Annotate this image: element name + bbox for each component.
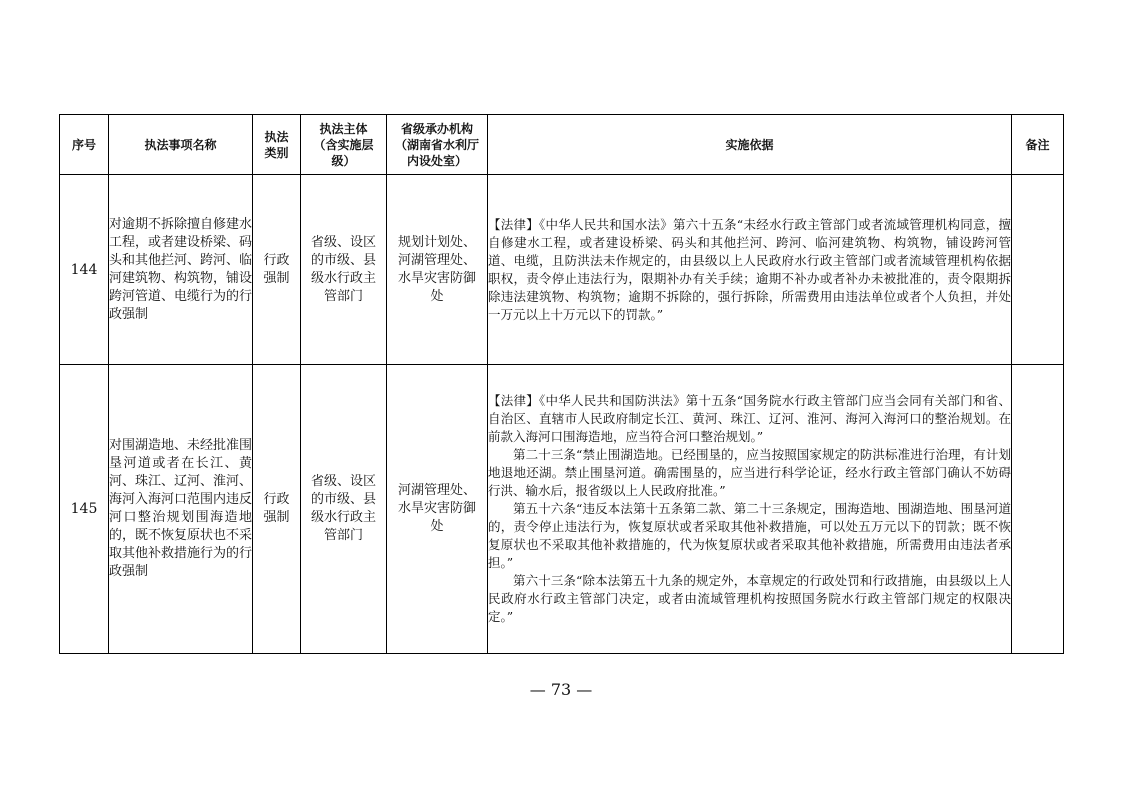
basis-paragraph: 第六十三条“除本法第五十九条的规定外，本章规定的行政处罚和行政措施，由县级以上人民政府水行政主管部门决定，或者由流域管理机构按照国务院水行政主管部门规定的权限决定。” (488, 573, 1011, 624)
header-agency: 省级承办机构（湖南省水利厅内设处室） (387, 115, 488, 175)
page-number: — 73 — (529, 680, 593, 699)
row-item-name: 对围湖造地、未经批准围垦河道或者在长江、黄河、珠江、辽河、淮河、海河入海河口范围内违反河口整治规划围海造地的，既不恢复原状也不采取其他补救措施行为的行政强制 (109, 365, 253, 654)
header-category: 执法类别 (253, 115, 301, 175)
row-remark (1012, 175, 1064, 365)
row-basis (488, 175, 1012, 365)
row-seq: 144 (60, 175, 109, 365)
enforcement-table (59, 114, 1064, 654)
row-seq: 145 (60, 365, 109, 654)
row-item-name: 对逾期不拆除擅自修建水工程，或者建设桥梁、码头和其他拦河、跨河、临河建筑物、构筑物，铺设跨河管道、电缆行为的行政强制 (109, 175, 253, 365)
row-agency: 规划计划处、河湖管理处、水旱灾害防御处 (387, 175, 488, 365)
header-item-name: 执法事项名称 (109, 115, 253, 175)
table-row (60, 175, 1064, 365)
basis-paragraph: 【法律】《中华人民共和国防洪法》第十五条“国务院水行政主管部门应当会同有关部门和省、自治区、直辖市人民政府制定长江、黄河、珠江、辽河、淮河、海河入海河口的整治规划。在前款入海河口围海造地，应当符合河口整治规划。” (488, 393, 1011, 444)
header-subject: 执法主体（含实施层级） (301, 115, 387, 175)
basis-paragraph: 第二十三条“禁止围湖造地。已经围垦的，应当按照国家规定的防洪标准进行治理，有计划地退地还湖。禁止围垦河道。确需围垦的，应当进行科学论证，经水行政主管部门确认不妨碍行洪、输水后，报省级以上人民政府批准。” (488, 447, 1011, 498)
row-subject: 省级、设区的市级、县级水行政主管部门 (301, 365, 387, 654)
header-remark: 备注 (1012, 115, 1064, 175)
header-basis: 实施依据 (488, 115, 1012, 175)
row-remark (1012, 365, 1064, 654)
row-category: 行政强制 (253, 175, 301, 365)
table-row (60, 365, 1064, 654)
header-seq: 序号 (60, 115, 109, 175)
table-header-row (60, 115, 1064, 175)
basis-paragraph: 【法律】《中华人民共和国水法》第六十五条“未经水行政主管部门或者流域管理机构同意，擅自修建水工程，或者建设桥梁、码头和其他拦河、跨河、临河建筑物、构筑物，铺设跨河管道、电缆，且防洪法未作规定的，由县级以上人民政府水行政主管部门或者流域管理机构依据职权，责令停止违法行为，限期补办有关手续；逾期不补办或者补办未被批准的，责令限期拆除违法建筑物、构筑物；逾期不拆除的，强行拆除，所需费用由违法单位或者个人负担，并处一万元以上十万元以下的罚款。” (488, 216, 1011, 322)
basis-paragraph: 第五十六条“违反本法第十五条第二款、第二十三条规定，围海造地、围湖造地、围垦河道的，责令停止违法行为，恢复原状或者采取其他补救措施，可以处五万元以下的罚款；既不恢复原状也不采取其他补救措施的，代为恢复原状或者采取其他补救措施，所需费用由违法者承担。” (488, 501, 1011, 570)
row-basis (488, 365, 1012, 654)
row-category: 行政强制 (253, 365, 301, 654)
row-agency: 河湖管理处、水旱灾害防御处 (387, 365, 488, 654)
row-subject: 省级、设区的市级、县级水行政主管部门 (301, 175, 387, 365)
